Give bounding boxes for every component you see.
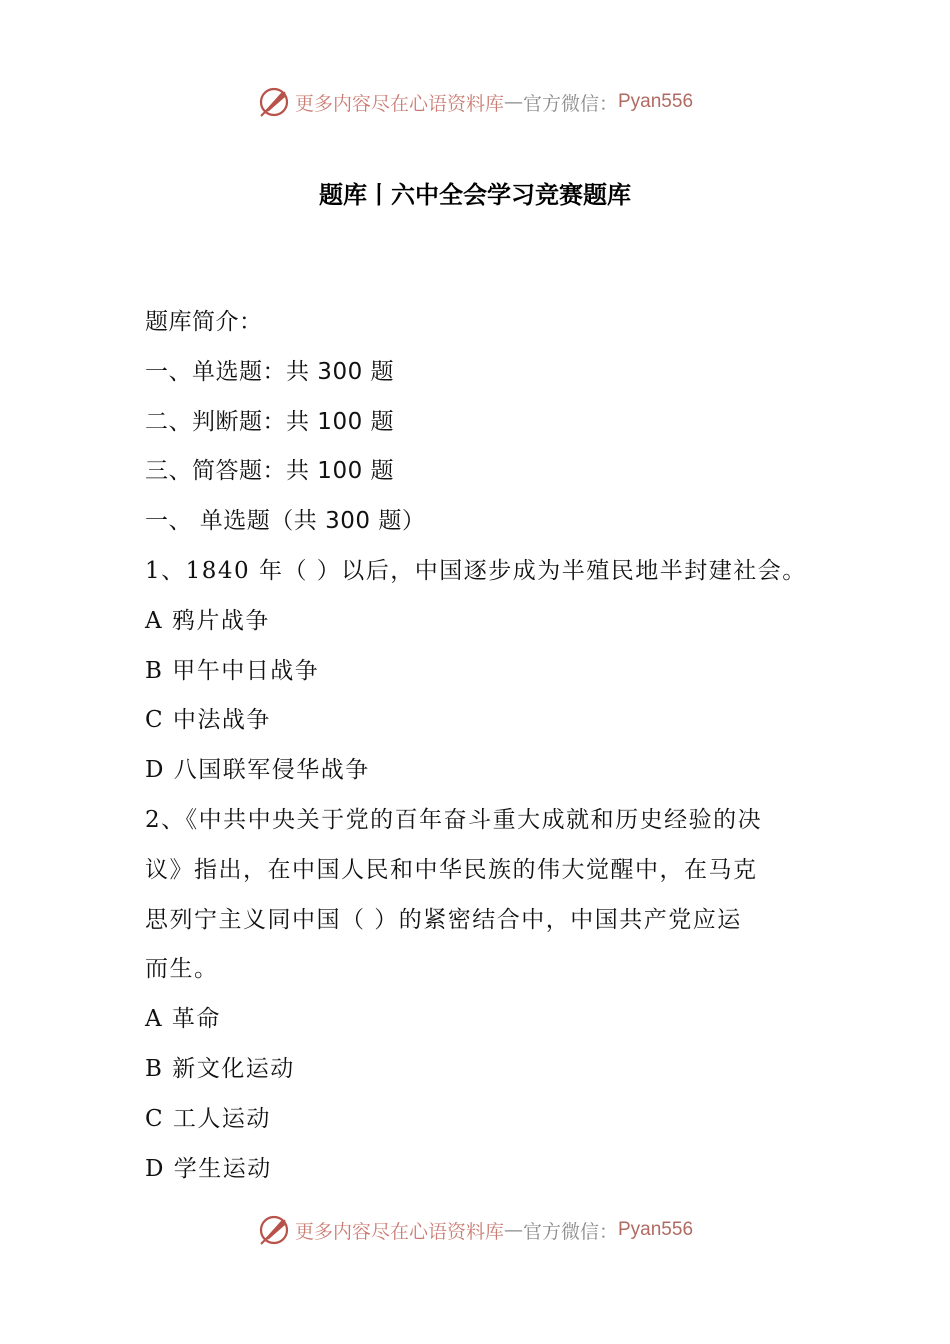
question-2-option-c: C 工人运动 bbox=[145, 1105, 271, 1132]
banner-dash: — bbox=[503, 1219, 523, 1241]
intro-item-single-choice: 一、单选题：共 300 题 bbox=[145, 358, 395, 385]
banner-brand-text: 更多内容尽在心语资料库 bbox=[294, 92, 504, 115]
intro-heading: 题库简介： bbox=[145, 309, 263, 335]
intro-item-true-false: 二、判断题：共 100 题 bbox=[145, 408, 395, 435]
footer-watermark-banner bbox=[0, 1210, 950, 1250]
question-1-option-a: A 鸦片战争 bbox=[145, 607, 270, 634]
quill-logo-icon bbox=[257, 85, 291, 119]
question-2-text-line-2: 议》指出，在中国人民和中华民族的伟大觉醒中，在马克 bbox=[145, 856, 758, 883]
question-1-option-b: B 甲午中日战争 bbox=[145, 657, 320, 684]
question-2-option-d: D 学生运动 bbox=[145, 1155, 272, 1182]
banner-wechat-id: Pyan556 bbox=[618, 1219, 694, 1240]
question-2-text-line-1: 2、《中共中央关于党的百年奋斗重大成就和历史经验的决 bbox=[145, 806, 763, 833]
intro-item-short-answer: 三、简答题：共 100 题 bbox=[145, 458, 395, 485]
banner-dash: — bbox=[503, 91, 523, 113]
quill-logo-icon bbox=[257, 1213, 291, 1247]
section-heading: 一、 单选题（共 300 题） bbox=[145, 508, 426, 535]
banner-brand-text: 更多内容尽在心语资料库 bbox=[294, 1220, 504, 1243]
header-watermark-banner bbox=[0, 82, 950, 122]
banner-wechat-label: 官方微信： bbox=[522, 92, 618, 115]
document-title: 题库丨六中全会学习竞赛题库 bbox=[319, 181, 631, 209]
question-2-option-a: A 革命 bbox=[145, 1006, 221, 1033]
question-1-option-c: C 中法战争 bbox=[145, 707, 271, 734]
question-1-text: 1、1840 年（ ）以后，中国逐步成为半殖民地半封建社会。 bbox=[145, 557, 807, 584]
question-1-option-d: D 八国联军侵华战争 bbox=[145, 757, 370, 784]
banner-wechat-id: Pyan556 bbox=[618, 91, 694, 112]
question-2-option-b: B 新文化运动 bbox=[145, 1055, 295, 1082]
question-2-text-line-3: 思列宁主义同中国（ ）的紧密结合中，中国共产党应运 bbox=[145, 906, 742, 933]
question-2-text-line-4: 而生。 bbox=[145, 956, 219, 983]
banner-wechat-label: 官方微信： bbox=[522, 1220, 618, 1243]
document-body bbox=[145, 298, 825, 1194]
